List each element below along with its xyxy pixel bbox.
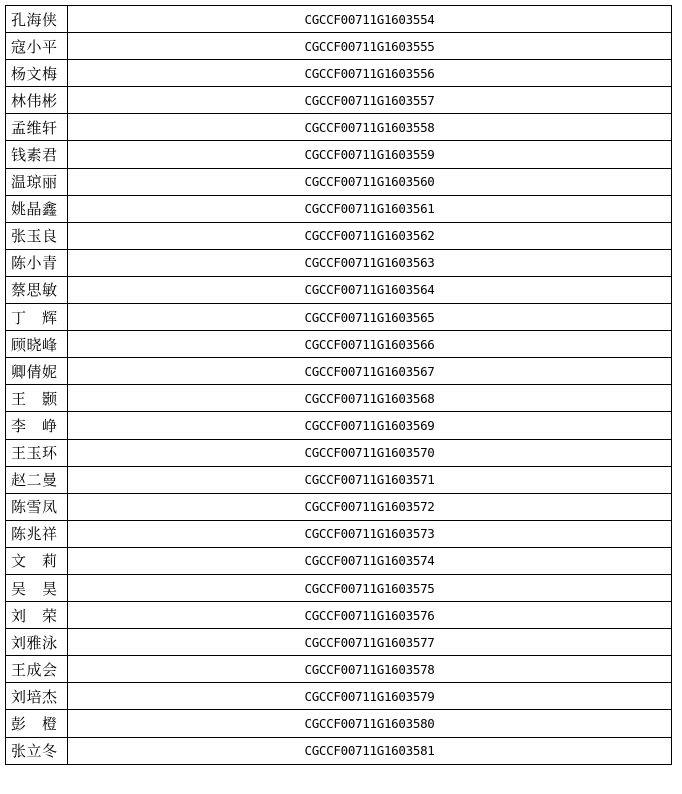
person-name-cell: 赵二曼 [6, 466, 68, 493]
person-name-cell: 张玉良 [6, 222, 68, 249]
person-name-cell: 顾晓峰 [6, 331, 68, 358]
certificate-number-cell: CGCCF00711G1603558 [68, 114, 672, 141]
table-row [6, 439, 672, 466]
table-row [6, 710, 672, 737]
certificate-number-cell: CGCCF00711G1603577 [68, 629, 672, 656]
person-name-cell: 陈兆祥 [6, 520, 68, 547]
table-row [6, 602, 672, 629]
table-row [6, 737, 672, 764]
certificate-number-cell: CGCCF00711G1603580 [68, 710, 672, 737]
person-name-cell: 刘 荣 [6, 602, 68, 629]
certificate-number-cell: CGCCF00711G1603570 [68, 439, 672, 466]
person-name-cell: 王 颢 [6, 385, 68, 412]
table-row [6, 33, 672, 60]
certificate-number-cell: CGCCF00711G1603565 [68, 304, 672, 331]
table-row [6, 6, 672, 33]
table-row [6, 60, 672, 87]
certificate-number-cell: CGCCF00711G1603573 [68, 520, 672, 547]
person-name-cell: 寇小平 [6, 33, 68, 60]
table-row [6, 656, 672, 683]
table-row [6, 222, 672, 249]
certificate-number-cell: CGCCF00711G1603579 [68, 683, 672, 710]
certificate-number-cell: CGCCF00711G1603574 [68, 547, 672, 574]
certificate-number-cell: CGCCF00711G1603560 [68, 168, 672, 195]
person-name-cell: 彭 橙 [6, 710, 68, 737]
table-row [6, 195, 672, 222]
person-name-cell: 温琼丽 [6, 168, 68, 195]
person-name-cell: 刘培杰 [6, 683, 68, 710]
person-name-cell: 丁 辉 [6, 304, 68, 331]
person-name-cell: 林伟彬 [6, 87, 68, 114]
certificate-number-cell: CGCCF00711G1603554 [68, 6, 672, 33]
table-row [6, 385, 672, 412]
table-row [6, 114, 672, 141]
person-name-cell: 刘雅泳 [6, 629, 68, 656]
person-name-cell: 陈小青 [6, 249, 68, 276]
person-name-cell: 李 峥 [6, 412, 68, 439]
certificate-number-cell: CGCCF00711G1603571 [68, 466, 672, 493]
certificate-number-cell: CGCCF00711G1603564 [68, 276, 672, 303]
certificate-number-cell: CGCCF00711G1603561 [68, 195, 672, 222]
person-name-cell: 杨文梅 [6, 60, 68, 87]
table-row [6, 520, 672, 547]
table-row [6, 358, 672, 385]
certificate-number-cell: CGCCF00711G1603559 [68, 141, 672, 168]
certificate-number-cell: CGCCF00711G1603556 [68, 60, 672, 87]
certificate-number-cell: CGCCF00711G1603581 [68, 737, 672, 764]
table-row [6, 276, 672, 303]
person-name-cell: 卿倩妮 [6, 358, 68, 385]
table-row [6, 547, 672, 574]
person-name-cell: 吴 昊 [6, 574, 68, 601]
certificate-number-cell: CGCCF00711G1603575 [68, 574, 672, 601]
person-name-cell: 钱素君 [6, 141, 68, 168]
person-name-cell: 王成会 [6, 656, 68, 683]
person-name-cell: 王玉环 [6, 439, 68, 466]
table-row [6, 683, 672, 710]
table-row [6, 574, 672, 601]
certificate-number-cell: CGCCF00711G1603569 [68, 412, 672, 439]
certificate-number-cell: CGCCF00711G1603576 [68, 602, 672, 629]
person-name-cell: 蔡思敏 [6, 276, 68, 303]
certificate-number-cell: CGCCF00711G1603562 [68, 222, 672, 249]
table-row [6, 168, 672, 195]
table-row [6, 493, 672, 520]
certificate-number-cell: CGCCF00711G1603555 [68, 33, 672, 60]
person-name-cell: 陈雪凤 [6, 493, 68, 520]
table-row [6, 412, 672, 439]
certificate-number-cell: CGCCF00711G1603567 [68, 358, 672, 385]
table-row [6, 304, 672, 331]
table-row [6, 331, 672, 358]
table-row [6, 466, 672, 493]
certificate-number-cell: CGCCF00711G1603572 [68, 493, 672, 520]
certificate-number-cell: CGCCF00711G1603568 [68, 385, 672, 412]
table-row [6, 629, 672, 656]
person-name-cell: 姚晶鑫 [6, 195, 68, 222]
table-row [6, 87, 672, 114]
person-name-cell: 张立冬 [6, 737, 68, 764]
person-name-cell: 孔海侠 [6, 6, 68, 33]
person-name-cell: 孟维轩 [6, 114, 68, 141]
certificate-number-cell: CGCCF00711G1603563 [68, 249, 672, 276]
certificate-table [5, 5, 672, 765]
table-row [6, 141, 672, 168]
certificate-number-cell: CGCCF00711G1603566 [68, 331, 672, 358]
certificate-table-body [6, 6, 672, 765]
certificate-number-cell: CGCCF00711G1603578 [68, 656, 672, 683]
table-row [6, 249, 672, 276]
certificate-number-cell: CGCCF00711G1603557 [68, 87, 672, 114]
person-name-cell: 文 莉 [6, 547, 68, 574]
